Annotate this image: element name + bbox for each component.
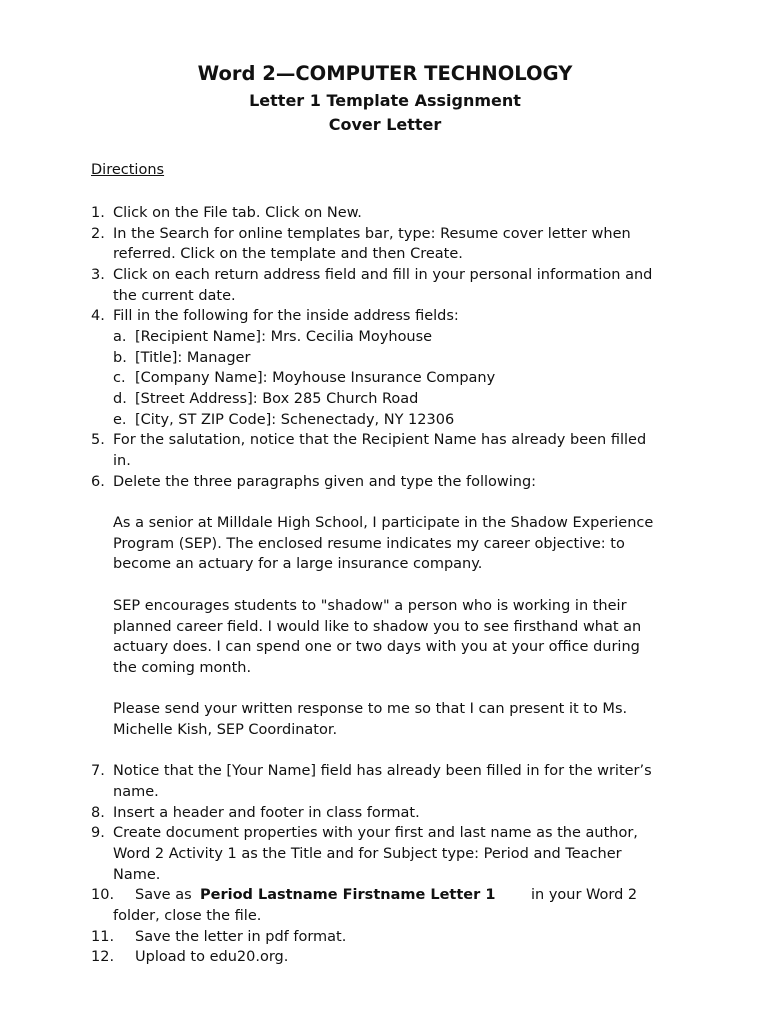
- sub-item-text: [Title]: Manager: [135, 350, 251, 366]
- list-item-text: referred. Click on the template and then Create.: [113, 246, 463, 262]
- list-number: 6.: [91, 474, 105, 490]
- sub-letter: a.: [113, 329, 127, 345]
- list-item-text: Create document properties with your first and last name as the author,: [113, 825, 638, 841]
- list-number: 2.: [91, 226, 105, 242]
- sub-item-text: [City, ST ZIP Code]: Schenectady, NY 12306: [135, 412, 455, 428]
- directions-heading: Directions: [91, 162, 165, 178]
- list-item-text: Name.: [113, 867, 161, 883]
- list-item-text: in.: [113, 453, 131, 469]
- letter-paragraph-line: become an actuary for a large insurance company.: [113, 556, 483, 572]
- list-item-text: Word 2 Activity 1 as the Title and for Subject type: Period and Teacher: [113, 846, 622, 862]
- list-number: 4.: [91, 308, 105, 324]
- list-number: 1.: [91, 205, 105, 221]
- letter-paragraph-line: Michelle Kish, SEP Coordinator.: [113, 722, 338, 738]
- sub-letter: d.: [113, 391, 127, 407]
- sub-letter: b.: [113, 350, 127, 366]
- list-number: 5.: [91, 432, 105, 448]
- list-number: 11.: [91, 929, 115, 945]
- list-number: 7.: [91, 763, 105, 779]
- list-item-text: For the salutation, notice that the Recipient Name has already been filled: [113, 432, 647, 448]
- list-item-text: Insert a header and footer in class format.: [113, 805, 420, 821]
- letter-paragraph-line: Program (SEP). The enclosed resume indicates my career objective: to: [113, 536, 625, 552]
- list-item-text: folder, close the file.: [113, 908, 262, 924]
- letter-paragraph-line: the coming month.: [113, 660, 252, 676]
- list-item-text: Click on the File tab. Click on New.: [113, 205, 362, 221]
- list-item-text: In the Search for online templates bar, type: Resume cover letter when: [113, 226, 631, 242]
- list-item-text: name.: [113, 784, 159, 800]
- filename-emphasis: Period Lastname Firstname Letter 1: [200, 887, 496, 903]
- list-item-text: Save as: [135, 887, 192, 903]
- letter-paragraph-line: As a senior at Milldale High School, I participate in the Shadow Experience: [113, 515, 654, 531]
- list-item-text: Click on each return address field and fill in your personal information and: [113, 267, 653, 283]
- list-item-text: Fill in the following for the inside address fields:: [113, 308, 459, 324]
- list-number: 8.: [91, 805, 105, 821]
- document-subtitle: Letter 1 Template Assignment: [249, 91, 521, 110]
- letter-paragraph-line: Please send your written response to me so that I can present it to Ms.: [113, 701, 628, 717]
- document-title: Word 2—COMPUTER TECHNOLOGY: [197, 62, 573, 85]
- list-number: 10.: [91, 887, 115, 903]
- list-item-text: Delete the three paragraphs given and type the following:: [113, 474, 537, 490]
- list-item-text: the current date.: [113, 288, 236, 304]
- sub-item-text: [Company Name]: Moyhouse Insurance Company: [135, 370, 496, 386]
- document-type: Cover Letter: [328, 115, 442, 134]
- sub-letter: c.: [113, 370, 126, 386]
- list-number: 9.: [91, 825, 105, 841]
- list-item-text: in your Word 2: [531, 887, 638, 903]
- letter-paragraph-line: planned career field. I would like to shadow you to see firsthand what an: [113, 619, 642, 635]
- sub-item-text: [Street Address]: Box 285 Church Road: [135, 391, 419, 407]
- sub-letter: e.: [113, 412, 127, 428]
- list-item-text: Save the letter in pdf format.: [135, 929, 347, 945]
- list-item-text: Notice that the [Your Name] field has already been filled in for the writer’s: [113, 763, 652, 779]
- list-number: 3.: [91, 267, 105, 283]
- sub-item-text: [Recipient Name]: Mrs. Cecilia Moyhouse: [135, 329, 433, 345]
- letter-paragraph-line: actuary does. I can spend one or two days with you at your office during: [113, 639, 640, 655]
- list-item-text: Upload to edu20.org.: [135, 949, 289, 965]
- letter-paragraph-line: SEP encourages students to "shadow" a person who is working in their: [113, 598, 627, 614]
- list-number: 12.: [91, 949, 115, 965]
